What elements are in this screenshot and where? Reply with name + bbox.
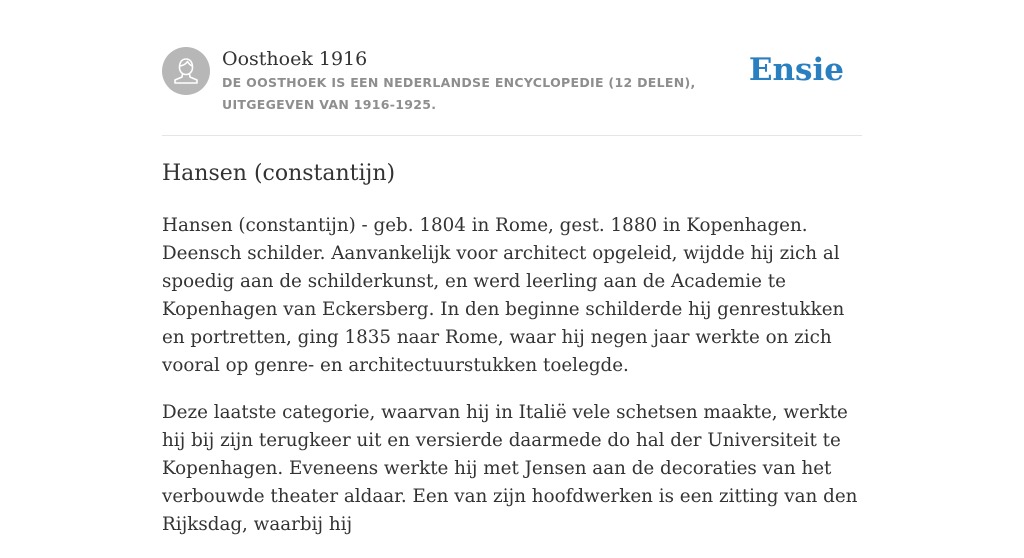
source-description: DE OOSTHOEK IS EEN NEDERLANDSE ENCYCLOPEDIE (12 DELEN), UITGEGEVEN VAN 1916-1925.: [222, 75, 696, 112]
avatar[interactable]: [162, 47, 210, 95]
divider: [162, 135, 862, 136]
article-body: [162, 212, 862, 558]
article-title: Hansen (constantijn): [162, 161, 396, 186]
user-placeholder-icon: [162, 47, 210, 95]
brand-logo[interactable]: Ensie: [748, 52, 844, 88]
article-paragraph-1: Hansen (constantijn) - geb. 1804 in Rome, gest. 1880 in Kopenhagen. Deensch schilder. Aanvankelijk voor architect opgeleid, wijdde hij zich al spoedig aan de schilderkunst, en werd leerling aan de Academie te Kopenhagen van Eckersberg. In den beginne schilderde hij genrestukken en portretten, ging 1835 naar Rome, waar hij negen jaar werkte on zich vooral op genre- en architectuurstukken toelegde.: [162, 215, 845, 376]
source-name[interactable]: Oosthoek 1916: [222, 48, 368, 70]
source-header: [162, 44, 862, 116]
article-paragraph-2: Deze laatste categorie, waarvan hij in Italië vele schetsen maakte, werkte hij bij zijn terugkeer uit en versierde daarmede do hal der Universiteit te Kopenhagen. Eveneens werkte hij met Jensen aan de decoraties van het verbouwde theater aldaar. Een van zijn hoofdwerken is een zitting van den Rijksdag, waarbij hij: [162, 402, 858, 535]
